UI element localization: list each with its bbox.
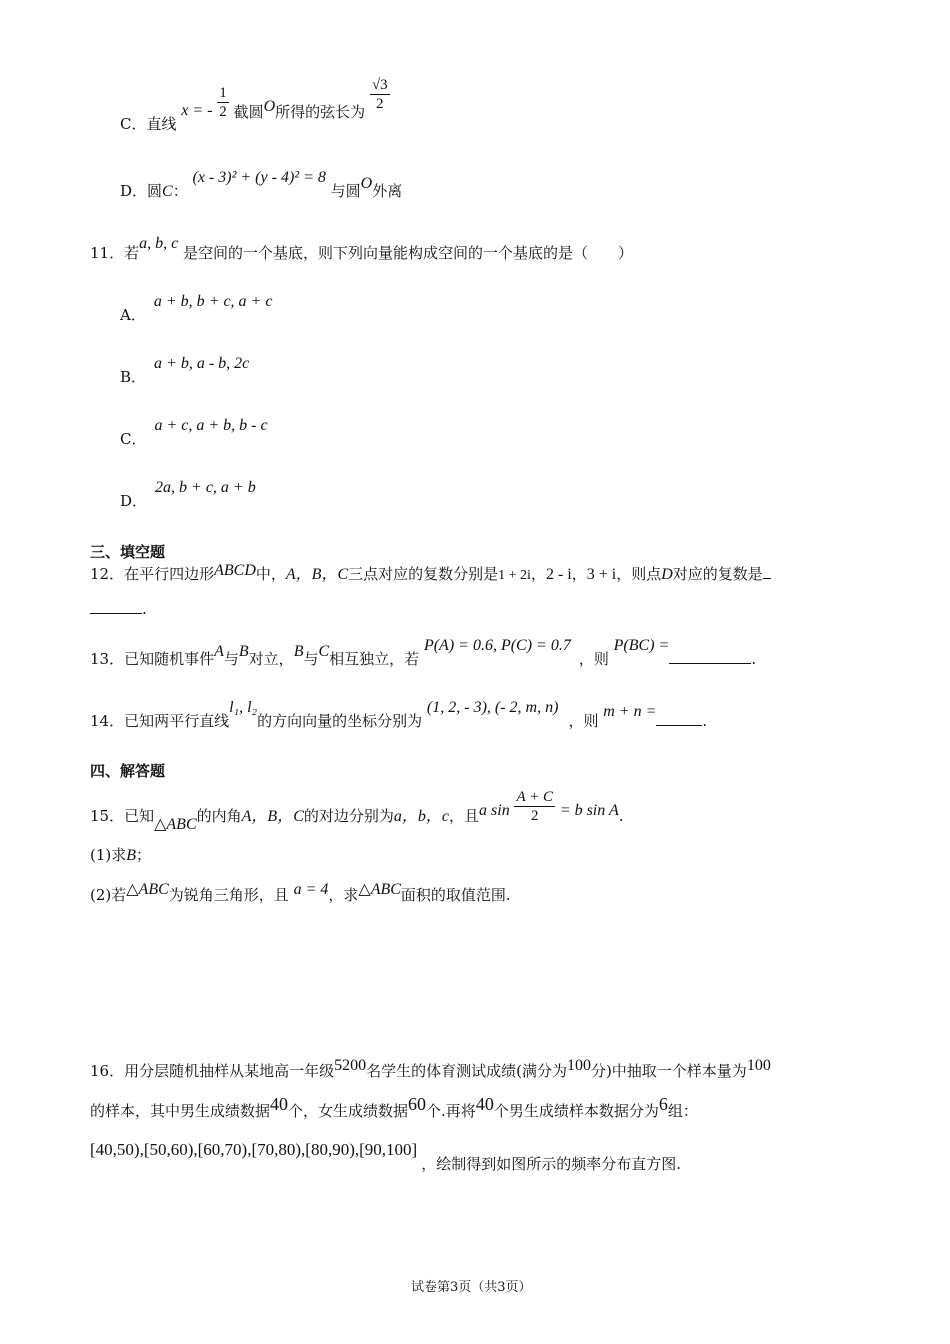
q16-l1-pre: 16．用分层随机抽样从某地高一年级 (90, 1062, 335, 1080)
q15-p1-end: ； (136, 846, 152, 864)
q11-option-d (120, 478, 256, 510)
q16-female-count: 60 (408, 1094, 427, 1114)
q13-mid2: 相互独立，若 (329, 650, 420, 668)
q10-d-mid: 与圆 (330, 182, 361, 200)
q12-mid: 中， (255, 565, 286, 583)
q16-l1-mid: 名学生的体育测试成绩(满分为 (366, 1062, 567, 1080)
q15-mid3: ，且 (449, 806, 480, 825)
q16-line2 (90, 1094, 698, 1120)
q11-option-b-label: B． (120, 368, 147, 386)
q15-p2-triangle2: △ABC (358, 881, 401, 898)
q15-rhs: = b sin A (559, 801, 619, 819)
q12-sep1: ， (530, 565, 546, 583)
q11-option-b-expr: a + b, a - b, 2c (154, 355, 250, 372)
q10-c-circle-o: O (263, 97, 276, 115)
q15-p2-triangle: △ABC (126, 881, 169, 898)
q10-d-tail: 外离 (372, 182, 403, 200)
q15-p2-mid2: ，求 (328, 886, 359, 904)
q14-pre: 14．已知两平行直线 (90, 712, 230, 730)
q10-d-colon: ： (172, 182, 188, 200)
q11-option-a (120, 292, 273, 324)
q15-pre: 15．已知 (90, 806, 155, 825)
q15-mid2: 的对边分别为 (303, 806, 394, 825)
q10-option-c (120, 77, 390, 133)
section-heading-solutions: 四、解答题 (90, 762, 166, 780)
q10-d-equation: (x - 3)² + (y - 4)² = 8 (192, 169, 326, 186)
q13-answer-blank[interactable] (669, 663, 751, 664)
q13-event-a: A (214, 643, 224, 660)
q11-option-d-label: D． (120, 492, 148, 510)
section-heading-fill-in: 三、填空题 (90, 543, 166, 561)
q11-option-a-label: A． (120, 306, 146, 324)
q16-male-count2: 40 (475, 1094, 494, 1114)
q14-end: . (702, 712, 708, 730)
q15-part1 (90, 846, 151, 865)
q13-probabilities: P(A) = 0.6, P(C) = 0.7 (423, 637, 571, 654)
q11-option-c-label: C． (120, 430, 147, 448)
q13-pbc: P(BC) = (613, 637, 670, 654)
q12-end: . (142, 600, 147, 618)
q15-triangle: △ABC (154, 815, 197, 833)
q15-end: . (618, 806, 624, 825)
q12-point-d: D (661, 566, 673, 583)
q10-d-label: D．圆 (120, 182, 163, 200)
q14-line (90, 698, 708, 730)
q15-mid: 的内角 (196, 806, 242, 825)
q13-event-b2: B (293, 643, 304, 660)
q12-line (90, 562, 771, 585)
q11-option-d-expr: 2a, b + c, a + b (155, 479, 256, 496)
q11-vars: a, b, c (139, 235, 179, 252)
q16-l2-pre: 的样本，其中男生成绩数据 (90, 1102, 271, 1120)
q16-l1-mid2: 分)中抽取一个样本量为 (590, 1062, 747, 1080)
q13-sep: ，则 (578, 650, 609, 668)
q14-mid: 的方向向量的坐标分别为 (257, 712, 423, 730)
q16-full-score: 100 (566, 1057, 591, 1074)
q13-with2: 与 (303, 650, 319, 668)
q14-vectors: (1, 2, - 3), (- 2, m, n) (426, 699, 559, 716)
q16-student-count: 5200 (334, 1057, 367, 1074)
q10-c-math-lhs: x = - (181, 101, 213, 119)
q14-sep: ，则 (568, 712, 599, 730)
q16-l2-mid2: 个.再将 (426, 1102, 476, 1120)
q10-c-tail: 所得的弦长为 (275, 102, 366, 121)
q16-group-count: 6 (658, 1094, 668, 1114)
q13-pre: 13．已知随机事件 (90, 650, 215, 668)
q15-lhs: a sin (479, 801, 510, 819)
q11-number: 11．若 (90, 244, 140, 262)
q13-line (90, 636, 757, 668)
q15-sides: a，b，c (393, 807, 449, 825)
q15-part2 (90, 880, 511, 904)
q13-mid: 对立， (248, 650, 294, 668)
q13-end: . (751, 650, 757, 668)
q10-c-label: C．直线 (120, 114, 177, 133)
q15-fraction: $\frac{A + C}{2}$ (516, 789, 553, 824)
q15-p1-pre: (1)求 (90, 846, 127, 864)
q12-shape: ABCD (214, 562, 256, 579)
q12-tail: ，则点 (616, 565, 662, 583)
q11-option-a-expr: a + b, b + c, a + c (153, 293, 273, 310)
q15-line (90, 784, 624, 833)
q16-male-count: 40 (270, 1094, 289, 1114)
q11-stem-tail: 是空间的一个基底，则下列向量能构成空间的一个基底的是（ ） (182, 244, 633, 262)
q12-tail2: 对应的复数是 (672, 565, 763, 583)
q14-lines: l₁, l₂ (229, 699, 258, 716)
q16-intervals: [40,50),[50,60),[60,70),[70,80),[80,90),[90,100] (90, 1140, 418, 1159)
q10-d-circle-o: O (360, 175, 373, 192)
q13-event-c: C (318, 643, 330, 660)
q12-line2 (90, 600, 147, 618)
q13-event-b: B (238, 643, 249, 660)
q14-answer-blank[interactable] (656, 725, 702, 726)
q15-angles: A，B，C (241, 807, 304, 825)
q12-z3: 3 + i (586, 566, 617, 583)
q11-option-c-expr: a + c, a + b, b - c (154, 417, 268, 434)
q12-mid2: 三点对应的复数分别是 (348, 565, 499, 583)
q12-z1: 1 + 2i (498, 568, 531, 583)
q15-p2-condition: a = 4 (293, 881, 329, 898)
q16-sample-size: 100 (746, 1057, 771, 1074)
q12-answer-blank-start[interactable] (763, 578, 771, 579)
q15-p2-pre: (2)若 (90, 886, 127, 904)
q10-d-circle-c: C (162, 183, 173, 200)
q10-c-mid: 截圆 (233, 102, 264, 121)
page-footer: 试卷第3页（共3页） (411, 1280, 532, 1295)
q11-stem (90, 235, 633, 262)
q16-line1 (90, 1056, 771, 1080)
q16-l2-mid: 个，女生成绩数据 (288, 1102, 409, 1120)
q10-c-fraction: $\frac{1}{2}$ (219, 85, 227, 120)
q12-sep2: ， (571, 565, 587, 583)
q12-z2: 2 - i (545, 566, 572, 583)
q15-p1-var: B (126, 847, 137, 864)
q12-pre: 12．在平行四边形 (90, 565, 215, 583)
q16-l3-tail: ，绘制得到如图所示的频率分布直方图. (421, 1155, 681, 1173)
q13-with1: 与 (223, 650, 239, 668)
q12-answer-blank[interactable] (90, 613, 142, 614)
q16-l2-end: 组： (667, 1102, 698, 1120)
q10-option-d (120, 168, 403, 200)
q14-expr: m + n = (603, 703, 657, 720)
q16-l2-mid3: 个男生成绩样本数据分为 (493, 1102, 659, 1120)
q10-c-result-fraction: $\frac{√3}{2}$ (371, 77, 388, 112)
q11-option-b (120, 354, 250, 386)
q15-p2-mid: 为锐角三角形，且 (168, 886, 289, 904)
q12-points: A，B，C (285, 566, 349, 583)
q15-p2-end: 面积的取值范围. (400, 886, 511, 904)
q11-option-c (120, 416, 268, 448)
q16-line3 (90, 1140, 681, 1173)
